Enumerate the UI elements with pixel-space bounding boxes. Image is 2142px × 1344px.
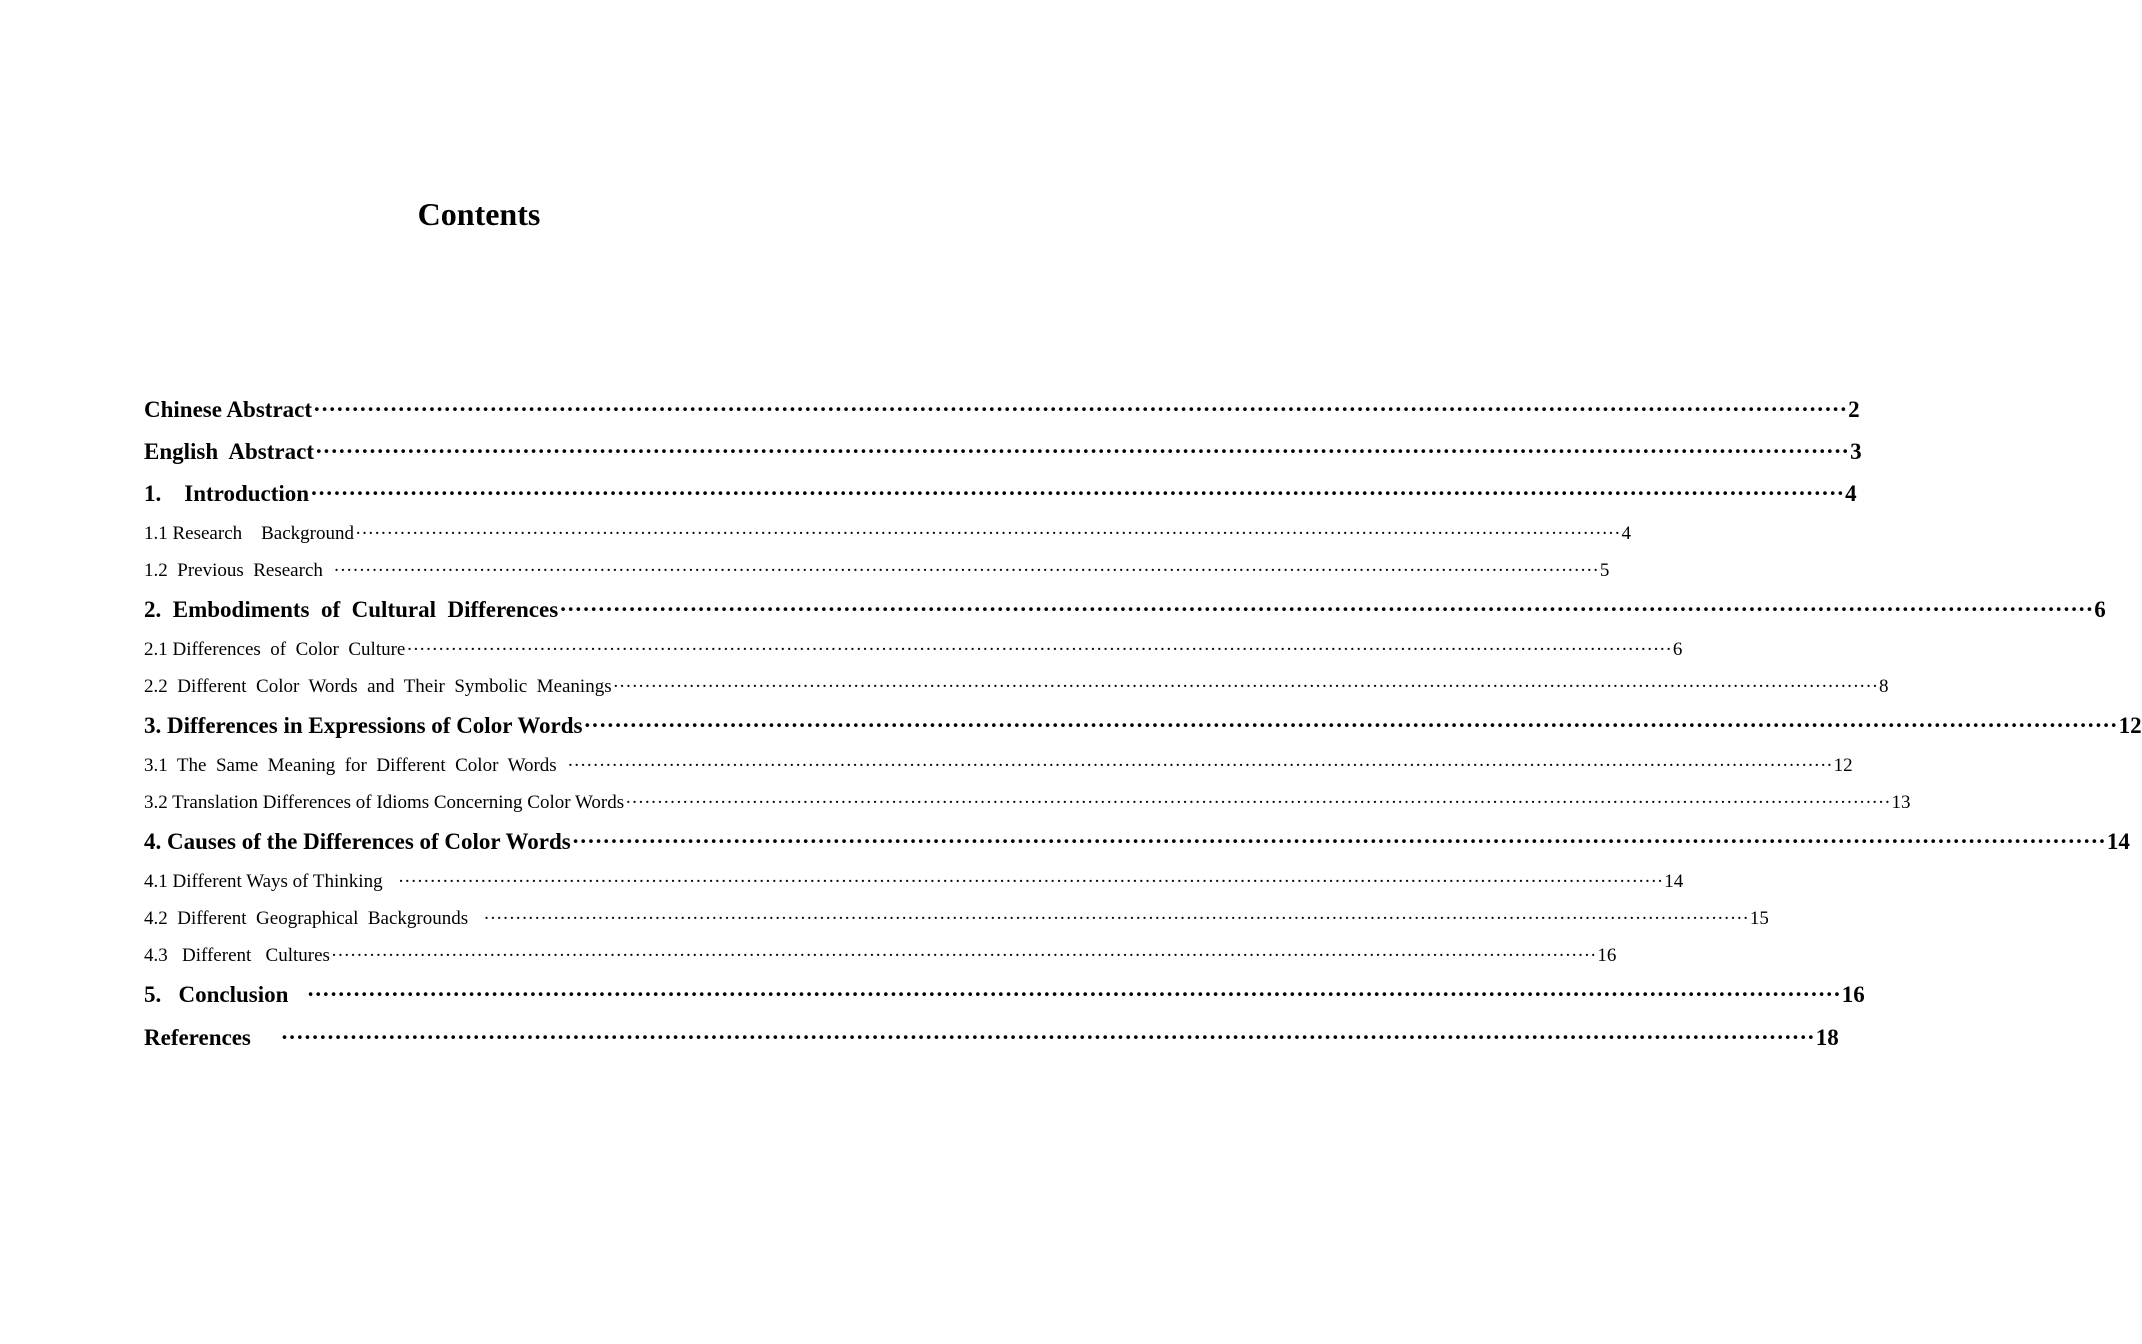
toc-page-number: 16 <box>1841 982 1865 1007</box>
dot-leader: ········································································································································································································ <box>612 676 1879 697</box>
dot-leader: ········································································································································································································ <box>483 908 1749 929</box>
dot-leader: ········································································································································································································ <box>306 982 1841 1007</box>
toc-page-number: 8 <box>1879 676 1889 697</box>
toc-entry-label: English Abstract <box>144 439 314 464</box>
toc-page-number: 16 <box>1597 945 1617 966</box>
toc-page-number: 12 <box>2118 713 2142 738</box>
toc-page-number: 6 <box>2094 597 2106 622</box>
toc-page-number: 14 <box>1664 871 1684 892</box>
dot-leader: ········································································································································································································ <box>559 597 2094 622</box>
toc-entry-label: 3.2 Translation Differences of Idioms Concerning Color Words <box>144 792 625 813</box>
toc-page-number: 13 <box>1891 792 1911 813</box>
toc-entry-label: 1. Introduction <box>144 481 310 506</box>
dot-leader: ········································································································································································································ <box>406 639 1672 660</box>
toc-entry-label: 2.2 Different Color Words and Their Symbolic Meanings <box>144 676 612 697</box>
toc-entry[interactable] <box>144 1018 1839 1058</box>
toc-entry[interactable] <box>144 516 1631 552</box>
dot-leader: ········································································································································································································ <box>333 560 1599 581</box>
dot-leader: ········································································································································································································ <box>330 945 1597 966</box>
toc-entry-label: 4.1 Different Ways of Thinking <box>144 871 397 892</box>
dot-leader: ········································································································································································································ <box>355 523 1621 544</box>
toc-entry-label: 5. Conclusion <box>144 982 306 1007</box>
toc-entry[interactable] <box>144 785 1911 821</box>
toc-entry[interactable] <box>144 748 1853 784</box>
toc-entry-label: Chinese Abstract <box>144 397 313 422</box>
toc-entry[interactable] <box>144 938 1617 974</box>
toc-entry-label: 3.1 The Same Meaning for Different Color Words <box>144 755 567 776</box>
toc-entry[interactable] <box>144 901 1769 937</box>
toc-entry[interactable] <box>144 474 1857 514</box>
toc-entry[interactable] <box>144 390 1860 430</box>
toc-page-number: 15 <box>1749 908 1769 929</box>
toc-page-number: 4 <box>1621 523 1631 544</box>
toc-entry-label: 4. Causes of the Differences of Color Words <box>144 829 571 854</box>
toc-entry[interactable] <box>144 590 2106 630</box>
toc-page-number: 2 <box>1848 397 1860 422</box>
dot-leader: ········································································································································································································ <box>314 439 1850 464</box>
toc-entry-label: References <box>144 1025 280 1050</box>
toc-entry[interactable] <box>144 975 1865 1015</box>
toc-page-number: 18 <box>1815 1025 1839 1050</box>
dot-leader: ········································································································································································································ <box>583 713 2118 738</box>
toc-entry-label: 3. Differences in Expressions of Color Words <box>144 713 583 738</box>
dot-leader: ········································································································································································································ <box>567 755 1833 776</box>
toc-entry-label: 1.1 Research Background <box>144 523 354 544</box>
toc-entry-label: 4.2 Different Geographical Backgrounds <box>144 908 483 929</box>
toc-entry[interactable] <box>144 864 1684 900</box>
toc-entry-label: 2.1 Differences of Color Culture <box>144 639 406 660</box>
toc-entry-label: 4.3 Different Cultures <box>144 945 330 966</box>
toc-entry[interactable] <box>144 706 2142 746</box>
toc-entry[interactable] <box>144 822 2130 862</box>
toc-page-number: 12 <box>1833 755 1853 776</box>
dot-leader: ········································································································································································································ <box>397 871 1664 892</box>
dot-leader: ········································································································································································································ <box>313 397 1848 422</box>
dot-leader: ········································································································································································································ <box>280 1025 1815 1050</box>
toc-entry[interactable] <box>144 669 1889 705</box>
dot-leader: ········································································································································································································ <box>310 481 1845 506</box>
toc-page-number: 5 <box>1599 560 1610 581</box>
dot-leader: ········································································································································································································ <box>625 792 1891 813</box>
toc-page-number: 3 <box>1850 439 1862 464</box>
toc-page-number: 6 <box>1672 639 1683 660</box>
toc-page-number: 14 <box>2106 829 2130 854</box>
page-title: Contents <box>417 196 541 232</box>
toc-entry[interactable] <box>144 632 1683 668</box>
toc-entry[interactable] <box>144 432 1862 472</box>
toc-entry-label: 2. Embodiments of Cultural Differences <box>144 597 559 622</box>
toc-entry-label: 1.2 Previous Research <box>144 560 333 581</box>
toc-entry[interactable] <box>144 553 1610 589</box>
toc-page-number: 4 <box>1845 481 1857 506</box>
dot-leader: ········································································································································································································ <box>571 829 2106 854</box>
